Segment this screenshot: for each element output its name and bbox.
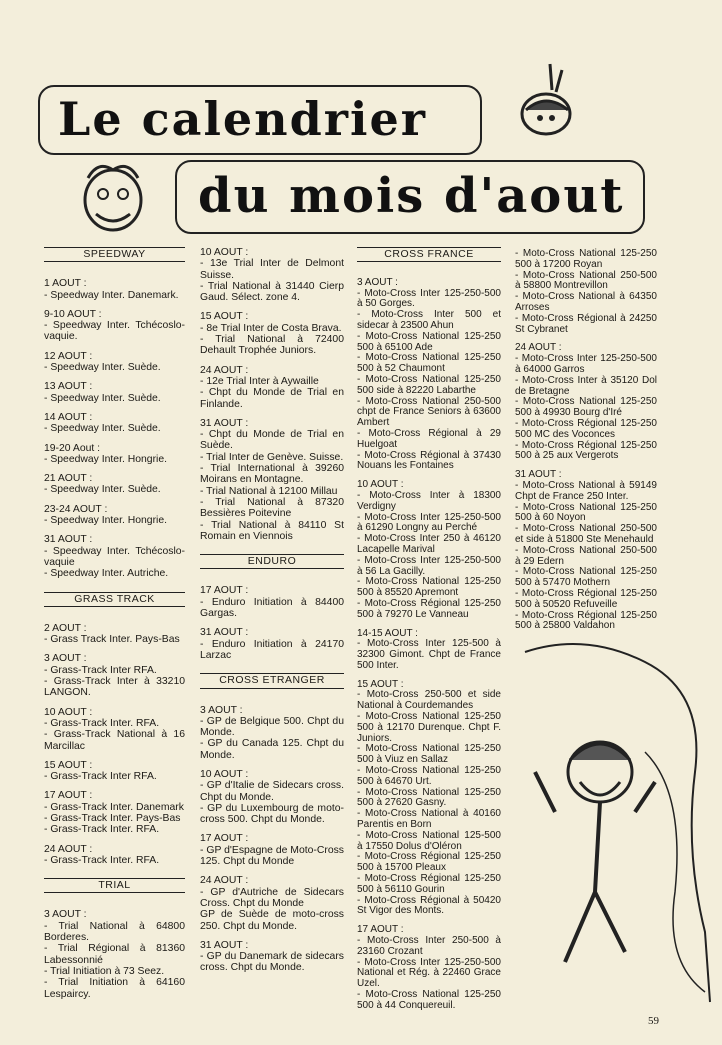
entry-line: - GP d'Italie de Sidecars cross. Chpt du Monde. [200, 780, 344, 803]
entry-line: - Speedway Inter. Suède. [44, 484, 161, 496]
entry-line: - Moto-Cross National 125-250 500 à 52 Chaumont [357, 352, 501, 375]
entry-line: - Moto-Cross National à 59149 Chpt de France 250 Inter. [515, 479, 657, 502]
list-item [44, 623, 185, 646]
section-header-speedway: SPEEDWAY [44, 247, 185, 262]
entry-line: - Chpt du Monde de Trial en Finlande. [200, 387, 344, 410]
entry-line: - Moto-Cross National 125-250 500 à 85520 Apremont [357, 576, 501, 599]
list-item [357, 925, 501, 1011]
entry-date: 10 AOUT : [200, 768, 249, 780]
entry-line: - Moto-Cross Régional 125-250 500 à 79270 Le Vanneau [357, 597, 501, 620]
list-item [200, 247, 344, 303]
entry-date: 1 AOUT : [44, 278, 87, 290]
entry-line: - Moto-Cross National 125-250 500 à 64670 Urt. [357, 765, 501, 787]
entry-line: - Grass-Track Inter RFA. [44, 664, 157, 676]
entry-line: - Moto-Cross Régional à 50420 St Vigor des Monts. [357, 894, 501, 917]
list-item [44, 534, 185, 579]
cartoon-face-icon [78, 158, 148, 238]
entry-line: - Moto-Cross National 125-250 500 à 17200 Royan [515, 248, 657, 270]
entry-date: 21 AOUT : [44, 473, 93, 485]
entry-line: - GP d'Autriche de Sidecars Cross. Chpt du Monde [200, 886, 344, 909]
list-item [357, 480, 501, 620]
list-item [515, 470, 657, 632]
column-3 [357, 247, 501, 1020]
section-header-grass-track: GRASS TRACK [44, 592, 185, 607]
entry-line: - GP de Belgique 500. Chpt du Monde. [200, 715, 344, 739]
entry-line: - Grass-Track Inter. Pays-Bas [44, 812, 181, 824]
entry-line: - Moto-Cross Régional 125-250 500 MC des Voconces [515, 417, 657, 440]
entry-date: 14 AOUT : [44, 411, 93, 423]
entry-date: 10 AOUT : [44, 706, 93, 718]
entry-line: - Moto-Cross Régional 125-250 500 à 25800 Valdahon [515, 609, 657, 632]
entry-line: - Trial Initiation à 64160 Lespaircy. [44, 977, 185, 1000]
entry-line: - Trial National à 64800 Borderes. [44, 920, 185, 944]
entry-date: 24 AOUT : [200, 875, 249, 887]
page-number: 59 [648, 1015, 659, 1027]
entry-line: - Moto-Cross Inter 500 et sidecar à 23500 Ahun [357, 309, 501, 331]
section-header-enduro: ENDURO [200, 554, 344, 569]
list-item [44, 504, 185, 527]
entry-line: - Speedway Inter. Suède. [44, 392, 161, 404]
list-item [44, 760, 185, 783]
entry-line: - Moto-Cross National 125-250 500 à 12170 Durenque. Chpt F. Juniors. [357, 711, 501, 744]
entry-line: - 12e Trial Inter à Aywaille [200, 375, 319, 387]
entry-line: - Moto-Cross Régional à 29 Huelgoat [357, 427, 501, 450]
entry-line: - Moto-Cross Inter 125-250-500 à 50 Gorges. [357, 287, 501, 310]
entry-line: - Trial National à 84110 St Romain en Viennois [200, 519, 344, 542]
entry-line: - GP du Danemark de sidecars cross. Chpt du Monde. [200, 951, 344, 974]
entry-line: - Moto-Cross Inter à 18300 Verdigny [357, 489, 501, 512]
entry-line: - Grass-Track Inter. RFA. [44, 824, 160, 836]
entry-line: - Speedway Inter. Tchécoslo- vaquie. [44, 320, 185, 343]
entry-line: - Speedway Inter. Danemark. [44, 289, 179, 301]
entry-date: 3 AOUT : [44, 653, 87, 665]
entry-line: - Speedway Inter. Tchécoslo- vaquie [44, 545, 185, 568]
entry-date: 3 AOUT : [200, 704, 243, 716]
entry-line: - Moto-Cross Régional à 37430 Nouans les Fontaines [357, 449, 501, 472]
entry-date: 3 AOUT : [357, 276, 398, 288]
list-item [515, 343, 657, 462]
list-item [200, 585, 344, 619]
entry-date: 31 AOUT : [200, 627, 249, 639]
entry-date: 17 AOUT : [357, 924, 404, 936]
entry-line: - GP du Canada 125. Chpt du Monde. [200, 738, 344, 761]
entry-date: 14-15 AOUT : [357, 627, 418, 639]
entry-line: - Grass-Track Inter RFA. [44, 771, 157, 783]
entry-line: - Moto-Cross Régional 125-250 500 à 56110 Gourin [357, 873, 501, 895]
list-item [44, 351, 185, 374]
entry-date: 12 AOUT : [44, 350, 93, 362]
entry-line: - Moto-Cross National 125-250 500 à 44 Conquereuil. [357, 989, 501, 1011]
entry-line: - Trial National à 12100 Millau [200, 485, 338, 497]
entry-line: - Trial Régional à 81360 Labessonnié [44, 943, 185, 966]
entry-line: - Trial National à 31440 Cierp Gaud. Sélect. zone 4. [200, 280, 344, 304]
entry-line: - Moto-Cross Inter à 35120 Dol de Bretagne [515, 374, 657, 397]
entry-line: - Moto-Cross Régional 125-250 500 à 50520 Refuveille [515, 587, 657, 610]
list-item [44, 412, 185, 435]
entry-line: - Enduro Initiation à 84400 Gargas. [200, 596, 344, 620]
entry-line: - GP d'Espagne de Moto-Cross 125. Chpt du Monde [200, 844, 344, 868]
entry-date: 24 AOUT : [515, 342, 562, 354]
entry-date: 17 AOUT : [200, 585, 249, 597]
list-item [44, 381, 185, 404]
entry-line: - Grass Track Inter. Pays-Bas [44, 634, 180, 646]
cartoon-motocross-rider-icon [505, 632, 715, 1012]
section-header-trial: TRIAL [44, 878, 185, 893]
list-item [200, 769, 344, 825]
column-1 [44, 247, 185, 1008]
entry-line: - Moto-Cross Inter 125-250-500 à 64000 Garros [515, 353, 657, 375]
entry-line: - Moto-Cross National 125-250 500 à 57470 Mothern [515, 566, 657, 589]
entry-date: 15 AOUT : [200, 311, 249, 323]
entry-date: 17 AOUT : [200, 833, 249, 845]
entry-line: - Moto-Cross Régional 125-250 500 à 15700 Pleaux [357, 851, 501, 874]
list-item [200, 833, 344, 867]
list-item [357, 629, 501, 672]
entry-date: 2 AOUT : [44, 622, 87, 634]
list-item [200, 875, 344, 931]
entry-line: - Chpt du Monde de Trial en Suède. [200, 429, 344, 452]
entry-line: - Moto-Cross National 250-500 et side à 51800 Ste Menehauld [515, 523, 657, 545]
list-item [357, 680, 501, 918]
entry-line: - Moto-Cross National 125-250 500 à 65100 Ade [357, 330, 501, 353]
list-item [44, 790, 185, 835]
list-item [515, 249, 657, 335]
entry-line: - Trial National à 87320 Bessières Poitevine [200, 496, 344, 520]
entry-line: - Moto-Cross Inter 125-250-500 National et Rég. à 22460 Grace Uzel. [357, 956, 501, 990]
list-item [200, 627, 344, 661]
entry-line: - Trial Initiation à 73 Seez. [44, 965, 165, 977]
entry-line: - Moto-Cross Inter 125-250-500 à 56 La Gacilly. [357, 554, 501, 577]
list-item [44, 443, 185, 466]
entry-line: - Grass-Track Inter. Danemark [44, 801, 184, 813]
entry-line: - GP du Luxembourg de moto-cross 500. Chpt du Monde. [200, 802, 344, 826]
entry-date: 10 AOUT : [200, 247, 249, 258]
entry-date: 19-20 Aout : [44, 442, 101, 454]
entry-line: - Moto-Cross National 125-250 500 à 49930 Bourg d'Iré [515, 396, 657, 419]
entry-line: - Moto-Cross National à 40160 Parentis en Born [357, 808, 501, 831]
entry-line: - Moto-Cross National à 64350 Arroses [515, 291, 657, 313]
entry-line: - Grass-Track National à 16 Marcillac [44, 729, 185, 752]
entry-line: - Moto-Cross Régional 125-250 500 à 25 aux Vergerots [515, 439, 657, 462]
list-item [200, 705, 344, 761]
section-header-cross-etranger: CROSS ETRANGER [200, 673, 344, 688]
list-item [200, 311, 344, 356]
page-title-line2: du mois d'aout [198, 168, 625, 224]
page-title-line1: Le calendrier [58, 92, 428, 146]
section-header-cross-france: CROSS FRANCE [357, 247, 501, 262]
entry-date: 31 AOUT : [515, 469, 562, 481]
entry-line: - Moto-Cross Inter 250-500 à 23160 Crozant [357, 935, 501, 957]
entry-date: 31 AOUT : [200, 939, 249, 951]
entry-line: - Moto-Cross National 125-250 500 à 60 Noyon [515, 501, 657, 524]
entry-line: - Speedway Inter. Hongrie. [44, 453, 168, 465]
entry-line: - Grass-Track Inter. RFA. [44, 854, 160, 866]
entry-line: - 8e Trial Inter de Costa Brava. [200, 322, 342, 334]
entry-line: - Grass-Track Inter. RFA. [44, 717, 160, 729]
cartoon-rider-head-icon [510, 62, 590, 142]
entry-line: - Moto-Cross National 125-250 500 à 27620 Gasny. [357, 786, 501, 809]
entry-date: 31 AOUT : [44, 534, 93, 546]
list-item [200, 365, 344, 410]
entry-line: - Trial International à 39260 Moirans en Montagne. [200, 463, 344, 486]
entry-line: - Trial National à 72400 Dehault Trophée Juniors. [200, 334, 344, 357]
list-item [357, 278, 501, 472]
entry-line: - Moto-Cross Inter 125-500 à 32300 Gimont. Chpt de France 500 Inter. [357, 638, 501, 671]
list-item [44, 707, 185, 752]
list-item [200, 418, 344, 542]
entry-line: - Speedway Inter. Suède. [44, 362, 161, 374]
entry-line: - Speedway Inter. Autriche. [44, 568, 169, 580]
entry-date: 23-24 AOUT : [44, 503, 108, 515]
entry-line: GP de Suède de moto-cross 250. Chpt du Monde. [200, 909, 344, 932]
entry-line: - Moto-Cross National 250-500 à 58800 Montrevillon [515, 269, 657, 292]
entry-line: - Grass-Track Inter à 33210 LANGON. [44, 676, 185, 699]
entry-date: 15 AOUT : [44, 759, 93, 771]
list-item [44, 844, 185, 867]
list-item [44, 309, 185, 343]
entry-line: - Moto-Cross Inter 250 à 46120 Lacapelle Marival [357, 533, 501, 555]
list-item [44, 909, 185, 999]
entry-line: - Moto-Cross National 250-500 à 29 Edern [515, 544, 657, 567]
entry-line: - Moto-Cross National 125-250 500 à Viuz en Sallaz [357, 743, 501, 766]
entry-line: - Enduro Initiation à 24170 Larzac [200, 638, 344, 661]
entry-date: 24 AOUT : [200, 364, 249, 376]
entry-line: - 13e Trial Inter de Delmont Suisse. [200, 258, 344, 281]
list-item [44, 473, 185, 496]
entry-line: - Moto-Cross Inter 125-250-500 à 61290 Longny au Perché [357, 511, 501, 534]
entry-date: 9-10 AOUT : [44, 308, 102, 320]
entry-line: - Speedway Inter. Suède. [44, 423, 161, 435]
list-item [200, 940, 344, 974]
entry-line: - Moto-Cross National 125-250 500 side à 82220 Labarthe [357, 373, 501, 396]
entry-line: - Moto-Cross Régional à 24250 St Cybranet [515, 312, 657, 335]
entry-date: 10 AOUT : [357, 479, 404, 491]
entry-date: 31 AOUT : [200, 417, 249, 429]
entry-date: 15 AOUT : [357, 678, 404, 690]
list-item [44, 653, 185, 698]
entry-line: - Moto-Cross National 125-500 à 17550 Dolus d'Oléron [357, 829, 501, 852]
entry-line: - Moto-Cross 250-500 et side National à Courdemandes [357, 689, 501, 712]
column-4 [515, 249, 657, 640]
entry-date: 24 AOUT : [44, 843, 93, 855]
entry-line: - Speedway Inter. Hongrie. [44, 515, 168, 527]
column-2 [200, 247, 344, 982]
entry-date: 17 AOUT : [44, 790, 93, 802]
entry-date: 3 AOUT : [44, 909, 87, 921]
list-item [44, 278, 185, 301]
entry-date: 13 AOUT : [44, 381, 93, 393]
entry-line: - Moto-Cross National 250-500 chpt de France Seniors à 63600 Ambert [357, 395, 501, 429]
entry-line: - Trial Inter de Genève. Suisse. [200, 451, 344, 463]
